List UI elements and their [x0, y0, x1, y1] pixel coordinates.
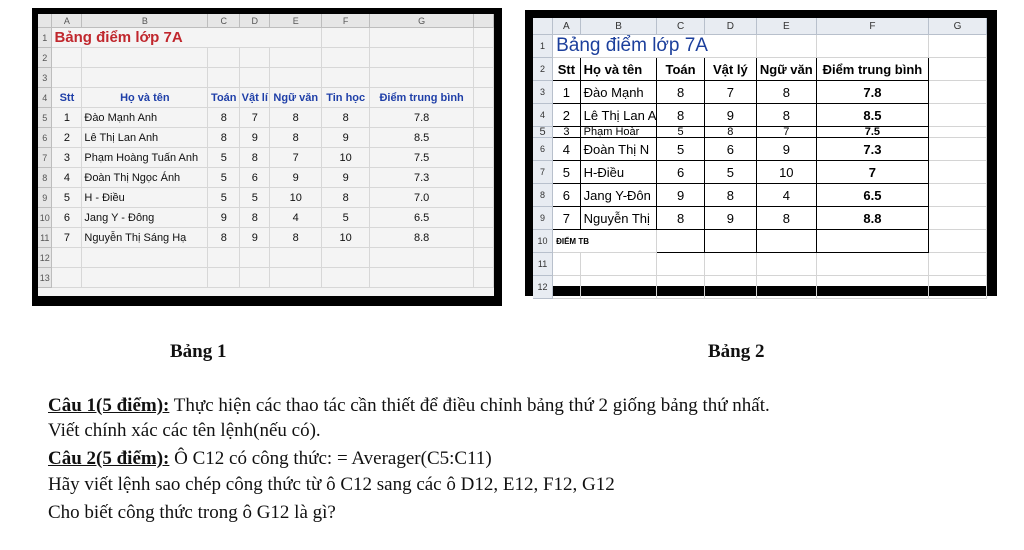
header-cell[interactable]: Điểm trung bình — [370, 88, 474, 108]
table-header-row — [38, 88, 494, 108]
data-cell[interactable]: 8 — [322, 188, 370, 208]
data-cell[interactable]: 8 — [704, 184, 756, 207]
data-cell[interactable]: 4 — [756, 184, 816, 207]
data-cell[interactable]: Phạm Hoàng Tuấn Anh — [82, 148, 208, 168]
header-cell[interactable]: Họ và tên — [580, 58, 657, 81]
table-row — [38, 208, 494, 228]
data-cell[interactable]: Nguyễn Thị Sáng Hạ — [82, 228, 208, 248]
data-cell[interactable]: 9 — [756, 138, 816, 161]
row-number[interactable]: 4 — [533, 104, 553, 127]
data-cell[interactable]: 8.8 — [816, 207, 928, 230]
data-cell[interactable]: 6 — [657, 161, 704, 184]
data-cell[interactable]: 8.5 — [370, 128, 474, 148]
data-cell[interactable]: 5 — [208, 148, 240, 168]
data-cell[interactable]: 8.8 — [370, 228, 474, 248]
data-cell[interactable]: 8 — [657, 81, 704, 104]
data-cell[interactable]: 8 — [208, 128, 240, 148]
column-letter[interactable]: C — [208, 14, 240, 28]
data-cell[interactable]: Phạm Hoàr — [580, 127, 657, 138]
data-cell[interactable]: 6 — [240, 168, 270, 188]
data-cell[interactable]: 5 — [52, 188, 82, 208]
data-cell[interactable]: Đào Mạnh — [580, 81, 657, 104]
column-letter[interactable]: F — [322, 14, 370, 28]
table2-spreadsheet — [533, 18, 987, 292]
header-cell[interactable]: Stt — [52, 88, 82, 108]
sheet-row — [38, 268, 494, 288]
data-cell[interactable]: 5 — [208, 188, 240, 208]
data-cell[interactable]: 8 — [322, 108, 370, 128]
data-cell[interactable]: Jang Y-Đôn — [580, 184, 657, 207]
row-number[interactable]: 7 — [533, 161, 553, 184]
caption-bang1: Bảng 1 — [170, 341, 227, 362]
data-cell[interactable]: 7.0 — [370, 188, 474, 208]
table-row — [533, 207, 987, 230]
row-number[interactable]: 2 — [533, 58, 553, 81]
row-number[interactable]: 12 — [533, 276, 553, 299]
data-cell[interactable]: 10 — [322, 148, 370, 168]
data-cell[interactable]: 9 — [657, 184, 704, 207]
data-cell[interactable]: 7 — [240, 108, 270, 128]
column-letter[interactable]: G — [929, 18, 987, 35]
header-cell[interactable]: Ngữ văn — [756, 58, 816, 81]
data-cell[interactable]: 5 — [704, 161, 756, 184]
sheet-title[interactable]: Bảng điểm lớp 7A — [52, 28, 322, 48]
data-cell[interactable]: 8 — [704, 127, 756, 138]
data-cell[interactable]: 10 — [270, 188, 322, 208]
data-cell[interactable]: 8 — [270, 108, 322, 128]
data-cell[interactable]: 8 — [756, 207, 816, 230]
question1-label: Câu 1(5 điểm): — [48, 395, 170, 416]
data-cell[interactable]: 9 — [704, 104, 756, 127]
question2-line1 — [48, 448, 492, 470]
data-cell[interactable]: 8 — [240, 208, 270, 228]
data-cell[interactable]: 10 — [756, 161, 816, 184]
data-cell[interactable]: 3 — [553, 127, 581, 138]
data-cell[interactable]: 8 — [270, 128, 322, 148]
data-cell[interactable]: 5 — [553, 161, 581, 184]
table-row — [38, 168, 494, 188]
question1-line1 — [48, 395, 770, 417]
table-row — [533, 184, 987, 207]
header-cell[interactable]: Toán — [208, 88, 240, 108]
header-cell[interactable]: Ngữ văn — [270, 88, 322, 108]
data-cell[interactable]: 3 — [52, 148, 82, 168]
row-number[interactable]: 6 — [533, 138, 553, 161]
row-number[interactable]: 6 — [38, 128, 52, 148]
table2-frame — [525, 10, 997, 296]
data-cell[interactable]: 4 — [52, 168, 82, 188]
data-cell[interactable]: 7.5 — [816, 127, 928, 138]
table-row — [38, 108, 494, 128]
data-cell[interactable]: Đoàn Thị N — [580, 138, 657, 161]
sheet-row — [533, 35, 987, 58]
column-letter[interactable]: A — [52, 14, 82, 28]
row-number[interactable]: 2 — [38, 48, 52, 68]
question2-line3: Cho biết công thức trong ô G12 là gì? — [48, 502, 336, 523]
data-cell[interactable]: 8 — [756, 81, 816, 104]
data-cell[interactable]: 7.3 — [816, 138, 928, 161]
sheet-row — [38, 48, 494, 68]
row-number[interactable]: 9 — [38, 188, 52, 208]
sheet-title[interactable]: Bảng điểm lớp 7A — [553, 35, 757, 58]
data-cell[interactable]: 1 — [553, 81, 581, 104]
table-row — [533, 81, 987, 104]
sheet-row — [533, 253, 987, 276]
header-cell[interactable]: Họ và tên — [82, 88, 208, 108]
row-number[interactable]: 10 — [533, 230, 553, 253]
table-row — [533, 104, 987, 127]
data-cell[interactable]: 9 — [704, 207, 756, 230]
data-cell[interactable]: 2 — [52, 128, 82, 148]
data-cell[interactable]: 7 — [553, 207, 581, 230]
data-cell[interactable]: 7 — [816, 161, 928, 184]
data-cell[interactable]: 6.5 — [370, 208, 474, 228]
data-cell[interactable]: 7.8 — [816, 81, 928, 104]
sheet-row — [38, 68, 494, 88]
row-number[interactable]: 11 — [38, 228, 52, 248]
data-cell[interactable]: 9 — [270, 168, 322, 188]
column-letter[interactable]: G — [370, 14, 474, 28]
column-letter[interactable]: C — [657, 18, 704, 35]
table-row — [38, 128, 494, 148]
data-cell[interactable]: 1 — [52, 108, 82, 128]
data-cell[interactable]: 6 — [553, 184, 581, 207]
table2-grid — [533, 18, 987, 299]
table-row — [533, 161, 987, 184]
data-cell[interactable]: Nguyễn Thị — [580, 207, 657, 230]
data-cell[interactable]: 7.3 — [370, 168, 474, 188]
data-cell[interactable]: 7 — [270, 148, 322, 168]
header-cell[interactable]: Điểm trung bình — [816, 58, 928, 81]
column-letter[interactable]: A — [553, 18, 581, 35]
column-letter[interactable]: E — [270, 14, 322, 28]
data-cell[interactable]: 9 — [322, 168, 370, 188]
data-cell[interactable]: 10 — [322, 228, 370, 248]
data-cell[interactable]: 8.5 — [816, 104, 928, 127]
table-header-row — [533, 58, 987, 81]
table-row — [533, 138, 987, 161]
data-cell[interactable]: 2 — [553, 104, 581, 127]
row-number[interactable]: 12 — [38, 248, 52, 268]
data-cell[interactable]: 9 — [208, 208, 240, 228]
data-cell[interactable]: 8 — [657, 104, 704, 127]
data-cell[interactable]: 8 — [240, 148, 270, 168]
data-cell[interactable]: 4 — [553, 138, 581, 161]
data-cell[interactable]: 7 — [756, 127, 816, 138]
row-number[interactable]: 8 — [533, 184, 553, 207]
data-cell[interactable]: 8 — [208, 108, 240, 128]
table1-frame — [32, 8, 502, 306]
column-header-row — [38, 14, 494, 28]
row-number[interactable]: 4 — [38, 88, 52, 108]
row-number[interactable]: 13 — [38, 268, 52, 288]
row-number[interactable]: 10 — [38, 208, 52, 228]
header-cell[interactable]: Vật lý — [704, 58, 756, 81]
column-letter[interactable]: B — [580, 18, 657, 35]
data-cell[interactable]: 7.5 — [370, 148, 474, 168]
data-cell[interactable]: 9 — [240, 128, 270, 148]
data-cell[interactable]: 7.8 — [370, 108, 474, 128]
row-number[interactable]: 5 — [38, 108, 52, 128]
data-cell[interactable]: 5 — [208, 168, 240, 188]
column-letter[interactable]: B — [82, 14, 208, 28]
column-letter[interactable]: D — [240, 14, 270, 28]
data-cell[interactable]: 5 — [240, 188, 270, 208]
data-cell[interactable]: 6.5 — [816, 184, 928, 207]
data-cell[interactable]: 4 — [270, 208, 322, 228]
data-cell[interactable]: 5 — [657, 138, 704, 161]
data-cell[interactable]: 8 — [756, 104, 816, 127]
data-cell[interactable]: 7 — [52, 228, 82, 248]
sheet-row — [38, 248, 494, 268]
data-cell[interactable]: Lê Thị Lan Anh — [82, 128, 208, 148]
question2-text: Ô C12 có công thức: = Averager(C5:C11) — [169, 448, 492, 469]
header-cell[interactable]: Toán — [657, 58, 704, 81]
data-cell[interactable]: 9 — [322, 128, 370, 148]
row-number[interactable]: 5 — [533, 127, 553, 138]
row-number[interactable]: 8 — [38, 168, 52, 188]
table1-spreadsheet — [38, 14, 494, 296]
data-cell[interactable]: 9 — [240, 228, 270, 248]
header-cell[interactable]: Tin học — [322, 88, 370, 108]
table-row — [38, 188, 494, 208]
question1-text: Thực hiện các thao tác cần thiết để điều chỉnh bảng thứ 2 giống bảng thứ nhất. — [169, 395, 770, 416]
header-cell[interactable]: Vật lí — [240, 88, 270, 108]
question2-line2: Hãy viết lệnh sao chép công thức từ ô C12 sang các ô D12, E12, F12, G12 — [48, 474, 615, 495]
column-header-row — [533, 18, 987, 35]
table1-grid — [38, 14, 494, 288]
row-number[interactable]: 9 — [533, 207, 553, 230]
data-cell[interactable]: 8 — [657, 207, 704, 230]
table-row — [38, 228, 494, 248]
row-number[interactable]: 3 — [38, 68, 52, 88]
data-cell[interactable]: Đoàn Thị Ngọc Ánh — [82, 168, 208, 188]
sheet-row — [38, 28, 494, 48]
table-row — [38, 148, 494, 168]
row-number[interactable]: 3 — [533, 81, 553, 104]
question1-line2: Viết chính xác các tên lệnh(nếu có). — [48, 420, 321, 441]
row-number[interactable]: 1 — [533, 35, 553, 58]
data-cell[interactable]: H - Điều — [82, 188, 208, 208]
data-cell[interactable]: 6 — [704, 138, 756, 161]
row-number[interactable]: 1 — [38, 28, 52, 48]
row-number[interactable]: 11 — [533, 253, 553, 276]
row-number[interactable]: 7 — [38, 148, 52, 168]
question2-label: Câu 2(5 điểm): — [48, 448, 170, 469]
caption-bang2: Bảng 2 — [708, 341, 765, 362]
data-cell[interactable]: 7 — [704, 81, 756, 104]
footer-label[interactable]: ĐIỂM TB — [553, 230, 657, 253]
column-letter[interactable]: E — [756, 18, 816, 35]
data-cell[interactable]: Lê Thị Lan A — [580, 104, 657, 127]
column-letter[interactable]: F — [816, 18, 928, 35]
data-cell[interactable]: 5 — [657, 127, 704, 138]
column-letter[interactable]: D — [704, 18, 756, 35]
table-row — [533, 127, 987, 138]
data-cell[interactable]: Đào Mạnh Anh — [82, 108, 208, 128]
sheet-row — [533, 230, 987, 253]
data-cell[interactable]: 6 — [52, 208, 82, 228]
data-cell[interactable]: H-Điều — [580, 161, 657, 184]
data-cell[interactable]: 5 — [322, 208, 370, 228]
data-cell[interactable]: 8 — [208, 228, 240, 248]
header-cell[interactable]: Stt — [553, 58, 581, 81]
data-cell[interactable]: 8 — [270, 228, 322, 248]
sheet-row — [533, 276, 987, 299]
data-cell[interactable]: Jang Y - Đông — [82, 208, 208, 228]
